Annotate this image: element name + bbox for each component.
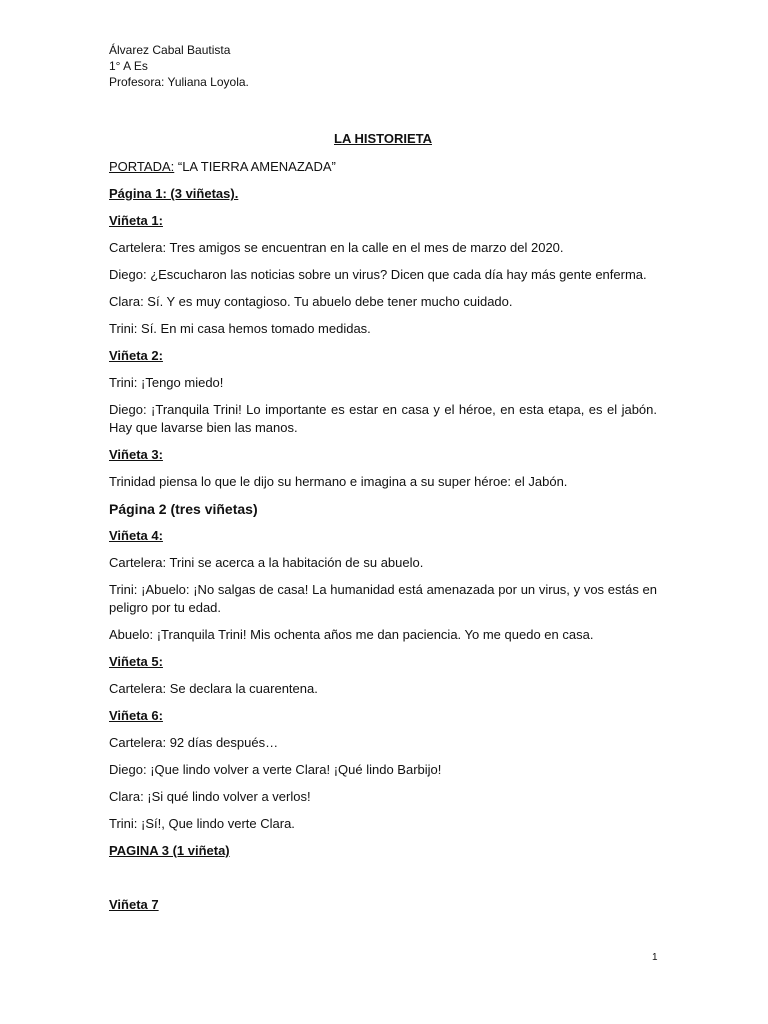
vineta6-heading: Viñeta 6: xyxy=(109,708,163,723)
v1-line-1: Cartelera: Tres amigos se encuentran en la calle en el mes de marzo del 2020. xyxy=(109,240,564,255)
document-header xyxy=(109,42,249,90)
student-name: Álvarez Cabal Bautista xyxy=(109,43,231,57)
course-line: 1° A Es xyxy=(109,59,148,73)
v1-line-3: Clara: Sí. Y es muy contagioso. Tu abuelo debe tener mucho cuidado. xyxy=(109,294,513,309)
vineta4-heading: Viñeta 4: xyxy=(109,528,163,543)
teacher-line: Profesora: Yuliana Loyola. xyxy=(109,75,249,89)
v2-line-2: Diego: ¡Tranquila Trini! Lo importante es estar en casa y el héroe, en esta etapa, es el jabón. Hay que lavarse bien las manos. xyxy=(109,402,657,435)
pagina1-heading: Página 1: (3 viñetas). xyxy=(109,186,239,201)
document-title: LA HISTORIETA xyxy=(334,131,432,146)
vineta1-heading: Viñeta 1: xyxy=(109,213,163,228)
v1-line-4: Trini: Sí. En mi casa hemos tomado medidas. xyxy=(109,321,371,336)
v3-line-1: Trinidad piensa lo que le dijo su hermano e imagina a su super héroe: el Jabón. xyxy=(109,474,568,489)
vineta7-heading: Viñeta 7 xyxy=(109,897,159,912)
v6-line-2: Diego: ¡Que lindo volver a verte Clara! ¡Qué lindo Barbijo! xyxy=(109,762,442,777)
page-number: 1 xyxy=(652,952,658,963)
v4-line-2: Trini: ¡Abuelo: ¡No salgas de casa! La humanidad está amenazada por un virus, y vos estás en peligro por tu edad. xyxy=(109,582,657,615)
pagina2-heading: Página 2 (tres viñetas) xyxy=(109,501,258,517)
portada-line xyxy=(109,158,657,176)
vineta3-heading: Viñeta 3: xyxy=(109,447,163,462)
v1-line-2: Diego: ¿Escucharon las noticias sobre un virus? Dicen que cada día hay más gente enferma. xyxy=(109,267,647,282)
portada-text: “LA TIERRA AMENAZADA” xyxy=(174,159,336,174)
v6-line-1: Cartelera: 92 días después… xyxy=(109,735,279,750)
pagina3-heading: PAGINA 3 (1 viñeta) xyxy=(109,843,230,858)
v5-line-1: Cartelera: Se declara la cuarentena. xyxy=(109,681,318,696)
v6-line-4: Trini: ¡Sí!, Que lindo verte Clara. xyxy=(109,816,295,831)
vineta2-heading: Viñeta 2: xyxy=(109,348,163,363)
v4-line-1: Cartelera: Trini se acerca a la habitación de su abuelo. xyxy=(109,555,424,570)
document-body xyxy=(109,130,657,923)
v4-line-3: Abuelo: ¡Tranquila Trini! Mis ochenta años me dan paciencia. Yo me quedo en casa. xyxy=(109,627,594,642)
portada-label: PORTADA: xyxy=(109,159,175,174)
v2-line-1: Trini: ¡Tengo miedo! xyxy=(109,375,224,390)
vineta5-heading: Viñeta 5: xyxy=(109,654,163,669)
v6-line-3: Clara: ¡Si qué lindo volver a verlos! xyxy=(109,789,311,804)
